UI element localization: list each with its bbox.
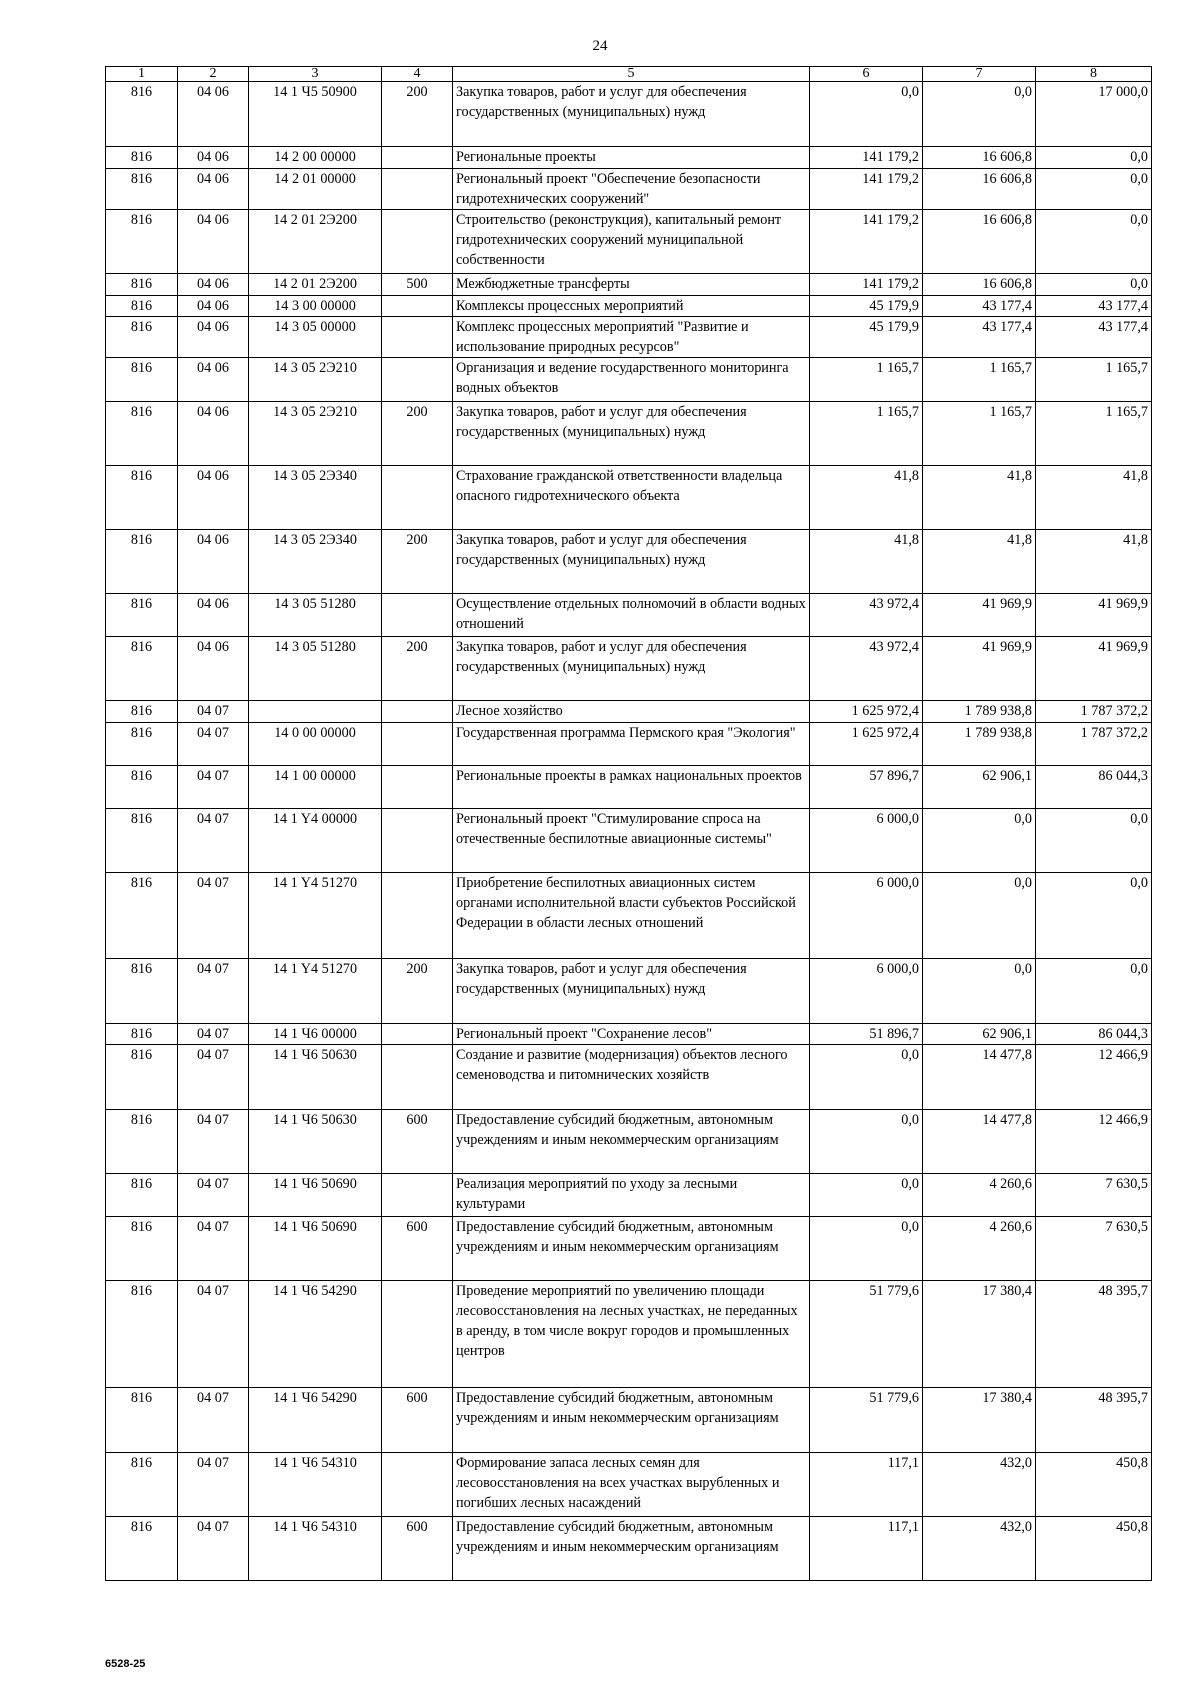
cell-ministry: 816	[106, 1453, 178, 1517]
cell-section: 04 06	[178, 530, 249, 594]
cell-ministry: 816	[106, 296, 178, 317]
cell-section: 04 07	[178, 1217, 249, 1281]
cell-amount-7: 0,0	[923, 809, 1036, 873]
cell-target-article: 14 2 01 00000	[249, 169, 382, 210]
cell-amount-7: 432,0	[923, 1517, 1036, 1581]
cell-description: Формирование запаса лесных семян для лесовосстановления на всех участках вырубленных и погибших лесных насаждений	[453, 1453, 810, 1517]
cell-amount-8: 0,0	[1036, 274, 1152, 296]
cell-amount-7: 16 606,8	[923, 274, 1036, 296]
cell-amount-6: 57 896,7	[810, 766, 923, 809]
cell-section: 04 06	[178, 402, 249, 466]
cell-amount-8: 0,0	[1036, 210, 1152, 274]
table-row	[106, 466, 1152, 530]
cell-amount-8: 450,8	[1036, 1517, 1152, 1581]
cell-ministry: 816	[106, 530, 178, 594]
cell-amount-8: 86 044,3	[1036, 1024, 1152, 1045]
cell-expense-type: 200	[382, 530, 453, 594]
cell-section: 04 06	[178, 594, 249, 637]
cell-amount-8: 0,0	[1036, 147, 1152, 169]
cell-amount-6: 6 000,0	[810, 959, 923, 1024]
cell-amount-6: 141 179,2	[810, 169, 923, 210]
cell-description: Создание и развитие (модернизация) объектов лесного семеноводства и питомнических хозяйств	[453, 1045, 810, 1110]
cell-amount-8: 0,0	[1036, 873, 1152, 959]
cell-ministry: 816	[106, 594, 178, 637]
cell-expense-type: 200	[382, 402, 453, 466]
cell-expense-type	[382, 873, 453, 959]
cell-amount-7: 1 165,7	[923, 358, 1036, 402]
cell-ministry: 816	[106, 169, 178, 210]
cell-amount-6: 0,0	[810, 1174, 923, 1217]
budget-table	[105, 66, 1152, 1581]
cell-amount-8: 1 165,7	[1036, 358, 1152, 402]
cell-expense-type	[382, 147, 453, 169]
cell-target-article: 14 3 05 51280	[249, 594, 382, 637]
table-row	[106, 723, 1152, 766]
cell-ministry: 816	[106, 1174, 178, 1217]
cell-target-article: 14 2 01 2Э200	[249, 210, 382, 274]
cell-description: Закупка товаров, работ и услуг для обеспечения государственных (муниципальных) нужд	[453, 82, 810, 147]
cell-section: 04 06	[178, 169, 249, 210]
cell-expense-type	[382, 1024, 453, 1045]
cell-amount-6: 1 625 972,4	[810, 723, 923, 766]
cell-amount-6: 51 779,6	[810, 1281, 923, 1388]
cell-amount-7: 17 380,4	[923, 1388, 1036, 1453]
cell-section: 04 06	[178, 317, 249, 358]
cell-amount-8: 450,8	[1036, 1453, 1152, 1517]
cell-amount-6: 117,1	[810, 1453, 923, 1517]
header-row	[106, 67, 1152, 82]
table-row	[106, 530, 1152, 594]
cell-expense-type	[382, 1045, 453, 1110]
cell-expense-type: 200	[382, 637, 453, 701]
cell-amount-6: 45 179,9	[810, 317, 923, 358]
cell-section: 04 06	[178, 358, 249, 402]
cell-amount-8: 86 044,3	[1036, 766, 1152, 809]
cell-amount-6: 43 972,4	[810, 594, 923, 637]
cell-ministry: 816	[106, 317, 178, 358]
cell-target-article: 14 2 01 2Э200	[249, 274, 382, 296]
cell-description: Предоставление субсидий бюджетным, автономным учреждениям и иным некоммерческим организациям	[453, 1217, 810, 1281]
cell-section: 04 06	[178, 274, 249, 296]
cell-amount-6: 51 779,6	[810, 1388, 923, 1453]
cell-description: Государственная программа Пермского края "Экология"	[453, 723, 810, 766]
cell-section: 04 06	[178, 466, 249, 530]
cell-section: 04 07	[178, 873, 249, 959]
table-row	[106, 1045, 1152, 1110]
cell-amount-7: 0,0	[923, 873, 1036, 959]
cell-amount-7: 41 969,9	[923, 637, 1036, 701]
cell-ministry: 816	[106, 1388, 178, 1453]
cell-amount-8: 0,0	[1036, 809, 1152, 873]
cell-ministry: 816	[106, 959, 178, 1024]
cell-target-article: 14 2 00 00000	[249, 147, 382, 169]
cell-description: Региональный проект "Стимулирование спроса на отечественные беспилотные авиационные системы"	[453, 809, 810, 873]
cell-expense-type	[382, 809, 453, 873]
cell-amount-6: 0,0	[810, 1217, 923, 1281]
cell-amount-7: 17 380,4	[923, 1281, 1036, 1388]
cell-description: Предоставление субсидий бюджетным, автономным учреждениям и иным некоммерческим организациям	[453, 1388, 810, 1453]
cell-section: 04 06	[178, 637, 249, 701]
table-row	[106, 147, 1152, 169]
cell-expense-type: 600	[382, 1388, 453, 1453]
table-row	[106, 959, 1152, 1024]
cell-expense-type	[382, 466, 453, 530]
cell-ministry: 816	[106, 637, 178, 701]
cell-amount-8: 41 969,9	[1036, 594, 1152, 637]
cell-amount-7: 4 260,6	[923, 1217, 1036, 1281]
cell-target-article: 14 1 Ч6 54290	[249, 1388, 382, 1453]
cell-amount-6: 1 625 972,4	[810, 701, 923, 723]
cell-target-article: 14 1 00 00000	[249, 766, 382, 809]
cell-amount-7: 4 260,6	[923, 1174, 1036, 1217]
cell-expense-type: 200	[382, 959, 453, 1024]
cell-description: Реализация мероприятий по уходу за лесными культурами	[453, 1174, 810, 1217]
cell-section: 04 07	[178, 1388, 249, 1453]
cell-expense-type	[382, 1174, 453, 1217]
cell-target-article: 14 1 Ч6 54310	[249, 1517, 382, 1581]
cell-amount-6: 43 972,4	[810, 637, 923, 701]
cell-amount-7: 0,0	[923, 82, 1036, 147]
cell-section: 04 06	[178, 82, 249, 147]
table-row	[106, 169, 1152, 210]
cell-description: Региональные проекты	[453, 147, 810, 169]
cell-target-article: 14 1 Ч6 50630	[249, 1045, 382, 1110]
cell-description: Строительство (реконструкция), капитальный ремонт гидротехнических сооружений муниципальной собственности	[453, 210, 810, 274]
cell-amount-8: 1 787 372,2	[1036, 723, 1152, 766]
header-cell: 1	[106, 67, 178, 82]
cell-target-article: 14 1 Ч5 50900	[249, 82, 382, 147]
cell-expense-type	[382, 1453, 453, 1517]
cell-amount-6: 1 165,7	[810, 358, 923, 402]
cell-expense-type	[382, 169, 453, 210]
table-row	[106, 637, 1152, 701]
cell-expense-type	[382, 723, 453, 766]
cell-ministry: 816	[106, 766, 178, 809]
cell-description: Комплексы процессных мероприятий	[453, 296, 810, 317]
cell-target-article: 14 1 Ч6 50630	[249, 1110, 382, 1174]
table-row	[106, 210, 1152, 274]
cell-amount-6: 0,0	[810, 1110, 923, 1174]
cell-amount-6: 45 179,9	[810, 296, 923, 317]
cell-amount-6: 41,8	[810, 530, 923, 594]
cell-section: 04 07	[178, 1110, 249, 1174]
cell-section: 04 07	[178, 1174, 249, 1217]
cell-target-article: 14 1 Ч6 00000	[249, 1024, 382, 1045]
cell-amount-7: 432,0	[923, 1453, 1036, 1517]
cell-amount-7: 41,8	[923, 530, 1036, 594]
cell-expense-type	[382, 1281, 453, 1388]
cell-ministry: 816	[106, 809, 178, 873]
cell-section: 04 07	[178, 723, 249, 766]
cell-target-article: 14 1 Ч6 54310	[249, 1453, 382, 1517]
cell-expense-type	[382, 701, 453, 723]
cell-description: Закупка товаров, работ и услуг для обеспечения государственных (муниципальных) нужд	[453, 530, 810, 594]
cell-ministry: 816	[106, 873, 178, 959]
cell-target-article: 14 1 Y4 51270	[249, 959, 382, 1024]
table-row	[106, 809, 1152, 873]
cell-amount-7: 1 165,7	[923, 402, 1036, 466]
cell-target-article: 14 1 Y4 51270	[249, 873, 382, 959]
document-code: 6528-25	[105, 1658, 146, 1670]
cell-amount-6: 41,8	[810, 466, 923, 530]
cell-amount-8: 1 787 372,2	[1036, 701, 1152, 723]
cell-amount-6: 51 896,7	[810, 1024, 923, 1045]
cell-amount-8: 41,8	[1036, 466, 1152, 530]
cell-expense-type	[382, 210, 453, 274]
cell-target-article: 14 3 00 00000	[249, 296, 382, 317]
cell-amount-8: 7 630,5	[1036, 1174, 1152, 1217]
cell-ministry: 816	[106, 1045, 178, 1110]
table-row	[106, 274, 1152, 296]
table-row	[106, 402, 1152, 466]
cell-description: Приобретение беспилотных авиационных систем органами исполнительной власти субъектов Российской Федерации в области лесных отношений	[453, 873, 810, 959]
header-cell: 3	[249, 67, 382, 82]
table-row	[106, 82, 1152, 147]
cell-description: Комплекс процессных мероприятий "Развитие и использование природных ресурсов"	[453, 317, 810, 358]
table-row	[106, 358, 1152, 402]
cell-section: 04 07	[178, 1024, 249, 1045]
cell-expense-type	[382, 594, 453, 637]
cell-expense-type: 200	[382, 82, 453, 147]
cell-section: 04 07	[178, 1281, 249, 1388]
cell-amount-8: 43 177,4	[1036, 317, 1152, 358]
cell-ministry: 816	[106, 210, 178, 274]
cell-description: Закупка товаров, работ и услуг для обеспечения государственных (муниципальных) нужд	[453, 637, 810, 701]
table-row	[106, 1517, 1152, 1581]
table-row	[106, 317, 1152, 358]
cell-section: 04 07	[178, 1517, 249, 1581]
cell-section: 04 06	[178, 210, 249, 274]
cell-section: 04 06	[178, 296, 249, 317]
cell-target-article: 14 3 05 51280	[249, 637, 382, 701]
cell-expense-type: 600	[382, 1110, 453, 1174]
cell-amount-8: 48 395,7	[1036, 1388, 1152, 1453]
cell-description: Межбюджетные трансферты	[453, 274, 810, 296]
cell-ministry: 816	[106, 1110, 178, 1174]
cell-amount-8: 1 165,7	[1036, 402, 1152, 466]
cell-section: 04 07	[178, 766, 249, 809]
cell-ministry: 816	[106, 466, 178, 530]
cell-section: 04 07	[178, 809, 249, 873]
cell-amount-7: 14 477,8	[923, 1045, 1036, 1110]
cell-expense-type: 500	[382, 274, 453, 296]
table-row	[106, 594, 1152, 637]
cell-amount-7: 16 606,8	[923, 147, 1036, 169]
cell-expense-type	[382, 766, 453, 809]
cell-ministry: 816	[106, 723, 178, 766]
cell-expense-type	[382, 358, 453, 402]
cell-ministry: 816	[106, 1517, 178, 1581]
cell-target-article: 14 3 05 2Э340	[249, 466, 382, 530]
cell-description: Организация и ведение государственного мониторинга водных объектов	[453, 358, 810, 402]
cell-expense-type	[382, 296, 453, 317]
cell-amount-7: 1 789 938,8	[923, 701, 1036, 723]
cell-amount-6: 141 179,2	[810, 210, 923, 274]
cell-ministry: 816	[106, 82, 178, 147]
cell-ministry: 816	[106, 274, 178, 296]
cell-ministry: 816	[106, 1024, 178, 1045]
cell-expense-type: 600	[382, 1217, 453, 1281]
cell-ministry: 816	[106, 147, 178, 169]
cell-amount-7: 41 969,9	[923, 594, 1036, 637]
cell-amount-7: 41,8	[923, 466, 1036, 530]
cell-section: 04 07	[178, 959, 249, 1024]
cell-ministry: 816	[106, 402, 178, 466]
cell-amount-8: 12 466,9	[1036, 1045, 1152, 1110]
cell-amount-6: 141 179,2	[810, 274, 923, 296]
cell-amount-7: 16 606,8	[923, 210, 1036, 274]
cell-target-article: 14 3 05 2Э340	[249, 530, 382, 594]
cell-amount-6: 1 165,7	[810, 402, 923, 466]
cell-expense-type: 600	[382, 1517, 453, 1581]
header-cell: 5	[453, 67, 810, 82]
table-row	[106, 1281, 1152, 1388]
cell-amount-7: 43 177,4	[923, 317, 1036, 358]
header-cell: 6	[810, 67, 923, 82]
cell-amount-8: 7 630,5	[1036, 1217, 1152, 1281]
cell-amount-7: 62 906,1	[923, 1024, 1036, 1045]
cell-amount-7: 14 477,8	[923, 1110, 1036, 1174]
table-row	[106, 296, 1152, 317]
cell-ministry: 816	[106, 1281, 178, 1388]
header-cell: 4	[382, 67, 453, 82]
cell-amount-7: 62 906,1	[923, 766, 1036, 809]
cell-ministry: 816	[106, 1217, 178, 1281]
cell-description: Региональный проект "Сохранение лесов"	[453, 1024, 810, 1045]
header-cell: 8	[1036, 67, 1152, 82]
cell-target-article: 14 1 Ч6 54290	[249, 1281, 382, 1388]
cell-description: Проведение мероприятий по увеличению площади лесовосстановления на лесных участках, не переданных в аренду, в том числе вокруг городов и промышленных центров	[453, 1281, 810, 1388]
cell-target-article: 14 1 Ч6 50690	[249, 1174, 382, 1217]
cell-description: Закупка товаров, работ и услуг для обеспечения государственных (муниципальных) нужд	[453, 959, 810, 1024]
header-cell: 7	[923, 67, 1036, 82]
cell-target-article: 14 0 00 00000	[249, 723, 382, 766]
cell-description: Предоставление субсидий бюджетным, автономным учреждениям и иным некоммерческим организациям	[453, 1517, 810, 1581]
table-row	[106, 1388, 1152, 1453]
table-row	[106, 873, 1152, 959]
cell-amount-6: 117,1	[810, 1517, 923, 1581]
cell-amount-8: 0,0	[1036, 169, 1152, 210]
cell-section: 04 07	[178, 1453, 249, 1517]
cell-amount-8: 43 177,4	[1036, 296, 1152, 317]
cell-description: Закупка товаров, работ и услуг для обеспечения государственных (муниципальных) нужд	[453, 402, 810, 466]
table-row	[106, 766, 1152, 809]
cell-description: Региональные проекты в рамках национальных проектов	[453, 766, 810, 809]
cell-target-article	[249, 701, 382, 723]
cell-description: Страхование гражданской ответственности владельца опасного гидротехнического объекта	[453, 466, 810, 530]
table-row	[106, 1110, 1152, 1174]
cell-target-article: 14 1 Y4 00000	[249, 809, 382, 873]
cell-amount-6: 6 000,0	[810, 809, 923, 873]
cell-description: Региональный проект "Обеспечение безопасности гидротехнических сооружений"	[453, 169, 810, 210]
cell-amount-7: 0,0	[923, 959, 1036, 1024]
table-row	[106, 1174, 1152, 1217]
header-cell: 2	[178, 67, 249, 82]
cell-amount-7: 43 177,4	[923, 296, 1036, 317]
cell-target-article: 14 3 05 00000	[249, 317, 382, 358]
cell-amount-8: 41,8	[1036, 530, 1152, 594]
cell-target-article: 14 3 05 2Э210	[249, 358, 382, 402]
cell-ministry: 816	[106, 358, 178, 402]
cell-target-article: 14 3 05 2Э210	[249, 402, 382, 466]
cell-section: 04 06	[178, 147, 249, 169]
cell-section: 04 07	[178, 701, 249, 723]
cell-amount-8: 0,0	[1036, 959, 1152, 1024]
table-row	[106, 1453, 1152, 1517]
cell-amount-6: 141 179,2	[810, 147, 923, 169]
cell-description: Осуществление отдельных полномочий в области водных отношений	[453, 594, 810, 637]
cell-section: 04 07	[178, 1045, 249, 1110]
page-number: 24	[592, 38, 608, 54]
cell-amount-6: 0,0	[810, 1045, 923, 1110]
cell-amount-8: 17 000,0	[1036, 82, 1152, 147]
table-row	[106, 1024, 1152, 1045]
cell-amount-8: 41 969,9	[1036, 637, 1152, 701]
cell-amount-6: 0,0	[810, 82, 923, 147]
cell-amount-8: 12 466,9	[1036, 1110, 1152, 1174]
table-row	[106, 701, 1152, 723]
cell-amount-8: 48 395,7	[1036, 1281, 1152, 1388]
cell-description: Предоставление субсидий бюджетным, автономным учреждениям и иным некоммерческим организациям	[453, 1110, 810, 1174]
cell-target-article: 14 1 Ч6 50690	[249, 1217, 382, 1281]
cell-amount-7: 16 606,8	[923, 169, 1036, 210]
cell-amount-6: 6 000,0	[810, 873, 923, 959]
cell-amount-7: 1 789 938,8	[923, 723, 1036, 766]
table-row	[106, 1217, 1152, 1281]
cell-description: Лесное хозяйство	[453, 701, 810, 723]
cell-ministry: 816	[106, 701, 178, 723]
cell-expense-type	[382, 317, 453, 358]
